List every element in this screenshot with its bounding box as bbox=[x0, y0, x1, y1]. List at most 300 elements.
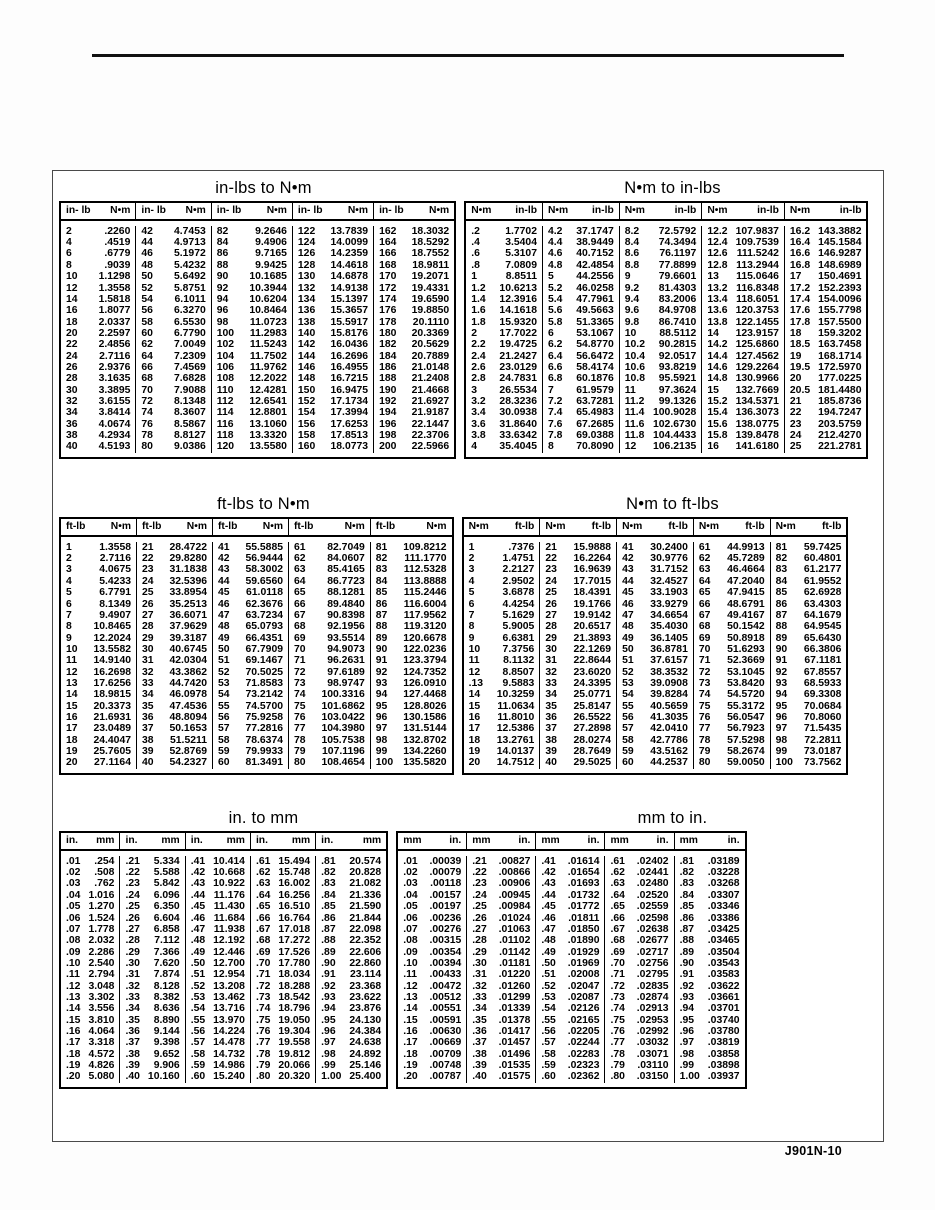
cell-key: 168 bbox=[374, 260, 408, 271]
cell-key: 114 bbox=[211, 407, 245, 418]
cell-key: 194 bbox=[374, 407, 408, 418]
cell-key: .57 bbox=[536, 1037, 564, 1048]
cell-key: .06 bbox=[403, 912, 418, 924]
cell-key: .31 bbox=[120, 969, 144, 980]
cell-key: 160 bbox=[292, 441, 326, 452]
cell-key: .03 bbox=[403, 878, 418, 890]
spacer-cell bbox=[60, 769, 89, 774]
table-spacer-row bbox=[463, 769, 848, 774]
cell-key: 140 bbox=[292, 328, 326, 339]
cell-value: 31.7152 bbox=[650, 564, 688, 576]
cell-value: 1.5818 bbox=[98, 293, 131, 305]
cell-value: 13.462 bbox=[213, 991, 245, 1003]
cell-key: 13.8 bbox=[702, 317, 732, 328]
cell-key: 50 bbox=[213, 644, 242, 655]
cell-key: 76 bbox=[693, 712, 723, 723]
cell-value: 8.5867 bbox=[173, 418, 206, 430]
cell-key: 88 bbox=[770, 621, 800, 632]
cell-value: 9.2646 bbox=[255, 225, 287, 237]
cell-value: 122.1455 bbox=[735, 316, 779, 328]
table-row bbox=[60, 655, 453, 666]
cell-key: 8 bbox=[66, 621, 72, 633]
cell-value: 2.032 bbox=[88, 935, 115, 947]
cell-key: .69 bbox=[250, 947, 274, 958]
cell-value: .01732 bbox=[567, 889, 600, 901]
cell-value: 4.0675 bbox=[99, 564, 131, 576]
cell-value: 6.604 bbox=[153, 912, 180, 924]
spacer-cell bbox=[784, 453, 814, 458]
cell-value: .00748 bbox=[429, 1059, 462, 1071]
cell-value: .00591 bbox=[429, 1014, 462, 1026]
table-row bbox=[60, 746, 453, 757]
cell-value: 145.1584 bbox=[818, 237, 862, 249]
cell-value: .01929 bbox=[567, 946, 600, 958]
cell-value: 12.446 bbox=[213, 946, 245, 958]
cell-key: 37 bbox=[137, 723, 166, 734]
cell-value: 48.6791 bbox=[727, 598, 765, 610]
table-row bbox=[397, 901, 745, 912]
cell-value: .01260 bbox=[498, 980, 531, 992]
cell-value: .00433 bbox=[429, 969, 462, 981]
cell-key: 12 bbox=[66, 282, 78, 294]
table-row bbox=[397, 981, 745, 992]
cell-key: 190 bbox=[374, 385, 408, 396]
cell-key: .02 bbox=[66, 867, 81, 879]
cell-value: .02559 bbox=[636, 901, 669, 913]
cell-key: 60 bbox=[213, 757, 242, 768]
cell-value: 20.574 bbox=[349, 855, 382, 867]
cell-key: 23 bbox=[784, 419, 814, 430]
cell-key: 81 bbox=[770, 542, 800, 553]
table-row bbox=[397, 913, 745, 924]
table-row bbox=[60, 981, 387, 992]
cell-value: 127.4562 bbox=[735, 350, 779, 362]
spacer-cell bbox=[241, 769, 288, 774]
cell-key: .56 bbox=[536, 1026, 564, 1037]
cell-key: 2 bbox=[66, 553, 72, 565]
cell-key: 92 bbox=[211, 283, 245, 294]
cell-value: 84.9708 bbox=[658, 305, 697, 317]
cell-key: 11 bbox=[66, 655, 77, 667]
cell-value: 7.0809 bbox=[505, 259, 537, 271]
table-row bbox=[60, 856, 387, 867]
cell-value: 20.7889 bbox=[411, 350, 450, 362]
cell-key: 22 bbox=[784, 407, 814, 418]
column-header-key: N•m bbox=[465, 202, 495, 220]
column-header-value: N•m bbox=[241, 518, 288, 536]
cell-value: 1.7702 bbox=[505, 225, 537, 237]
table-row bbox=[60, 610, 453, 621]
table-row bbox=[465, 317, 867, 328]
cell-value: 38.9449 bbox=[576, 237, 614, 249]
column-header-value: mm bbox=[144, 832, 185, 850]
table-header-row bbox=[397, 832, 745, 850]
cell-value: 6.7790 bbox=[173, 327, 206, 339]
spacer-cell bbox=[136, 453, 170, 458]
cell-value: 25.146 bbox=[349, 1059, 382, 1071]
table-row bbox=[465, 407, 867, 418]
cell-key: 13.4 bbox=[702, 294, 732, 305]
cell-key: 71 bbox=[289, 655, 318, 666]
spacer-cell bbox=[327, 453, 374, 458]
table-row bbox=[465, 260, 867, 271]
cell-value: 46.4664 bbox=[727, 564, 765, 576]
cell-key: .96 bbox=[316, 1026, 346, 1037]
column-header-value: mm bbox=[84, 832, 120, 850]
cell-value: .02717 bbox=[636, 946, 669, 958]
cell-value: 3.302 bbox=[88, 991, 115, 1003]
cell-value: 18.9815 bbox=[93, 689, 131, 701]
column-header-key: ft-lb bbox=[60, 518, 89, 536]
cell-value: 19.1766 bbox=[573, 598, 612, 610]
cell-key: 9 bbox=[66, 632, 72, 644]
cell-key: 72 bbox=[136, 396, 170, 407]
cell-key: 130 bbox=[292, 271, 326, 282]
cell-value: 13.5580 bbox=[249, 441, 287, 453]
conversion-table-left bbox=[59, 831, 388, 1089]
cell-key: 45 bbox=[617, 587, 647, 598]
cell-key: 6.4 bbox=[542, 351, 572, 362]
cell-value: 55.5885 bbox=[245, 541, 283, 553]
cell-value: 19.4331 bbox=[411, 282, 450, 294]
cell-value: 13.1060 bbox=[249, 418, 287, 430]
table-row bbox=[60, 599, 453, 610]
spacer-cell bbox=[399, 769, 452, 774]
cell-value: 203.5759 bbox=[818, 418, 862, 430]
cell-value: 125.6860 bbox=[735, 339, 779, 351]
cell-key: 16.4 bbox=[784, 237, 814, 248]
cell-value: 19.4725 bbox=[499, 339, 537, 351]
cell-value: .6779 bbox=[104, 248, 131, 260]
cell-value: 67.7909 bbox=[245, 643, 283, 655]
cell-key: 18 bbox=[468, 734, 481, 746]
cell-value: 56.9444 bbox=[245, 553, 283, 565]
cell-value: 51.6293 bbox=[727, 643, 765, 655]
cell-value: .00472 bbox=[429, 980, 462, 992]
cell-key: 95 bbox=[370, 701, 399, 712]
cell-key: .87 bbox=[316, 924, 346, 935]
cell-value: 181.4480 bbox=[818, 384, 862, 396]
cell-value: 69.3308 bbox=[803, 689, 842, 701]
cell-key: .14 bbox=[403, 1003, 418, 1015]
column-header-key: N•m bbox=[540, 518, 570, 536]
cell-key: 42 bbox=[617, 553, 647, 564]
cell-key: .01 bbox=[403, 855, 418, 867]
cell-value: 6.1011 bbox=[174, 293, 206, 305]
column-header-key: ft-lb bbox=[213, 518, 242, 536]
cell-value: 58.2674 bbox=[727, 745, 765, 757]
cell-key: 33 bbox=[540, 678, 570, 689]
cell-key: 62 bbox=[693, 553, 723, 564]
section-tables bbox=[59, 517, 877, 775]
cell-key: 14 bbox=[66, 689, 78, 701]
cell-value: 59.0050 bbox=[727, 757, 765, 769]
spacer-cell bbox=[408, 453, 456, 458]
table-row bbox=[465, 396, 867, 407]
cell-key: .50 bbox=[185, 958, 209, 969]
cell-value: 62.3676 bbox=[245, 598, 283, 610]
cell-value: 113.8888 bbox=[403, 575, 447, 587]
cell-key: 36 bbox=[137, 712, 166, 723]
cell-value: .03858 bbox=[707, 1048, 740, 1060]
cell-value: 5.8751 bbox=[173, 282, 206, 294]
table-spacer-row bbox=[60, 769, 453, 774]
cell-key: .47 bbox=[536, 924, 564, 935]
cell-value: 10.922 bbox=[213, 878, 245, 890]
cell-key: .77 bbox=[250, 1037, 274, 1048]
cell-value: 14.4618 bbox=[330, 259, 369, 271]
cell-value: 98.9747 bbox=[327, 677, 365, 689]
cell-value: 67.1181 bbox=[804, 655, 842, 667]
cell-key: 20 bbox=[784, 373, 814, 384]
table-row bbox=[463, 723, 848, 734]
cell-value: 134.2260 bbox=[403, 745, 447, 757]
cell-value: 29.5025 bbox=[573, 757, 612, 769]
cell-value: 3.810 bbox=[88, 1014, 115, 1026]
cell-value: 39.8284 bbox=[650, 689, 688, 701]
cell-key: 89 bbox=[770, 633, 800, 644]
cell-value: .00354 bbox=[429, 946, 462, 958]
cell-key: .67 bbox=[605, 924, 633, 935]
cell-value: 102.6730 bbox=[652, 418, 697, 430]
cell-value: 19.6590 bbox=[411, 293, 450, 305]
cell-key: 84 bbox=[370, 576, 399, 587]
cell-key: 196 bbox=[374, 419, 408, 430]
cell-key: 48 bbox=[136, 260, 170, 271]
cell-key: .76 bbox=[605, 1026, 633, 1037]
cell-key: .43 bbox=[185, 878, 209, 889]
table-row bbox=[60, 644, 453, 655]
cell-value: 8.8507 bbox=[502, 666, 535, 678]
cell-value: 11.430 bbox=[213, 901, 245, 913]
table-spacer-row bbox=[60, 1083, 387, 1088]
cell-key: .04 bbox=[403, 889, 418, 901]
cell-value: .02283 bbox=[567, 1048, 600, 1060]
cell-key: 15 bbox=[66, 700, 78, 712]
cell-value: 60.4801 bbox=[803, 553, 842, 565]
cell-value: .01654 bbox=[567, 867, 600, 879]
cell-value: 17.6253 bbox=[330, 418, 369, 430]
cell-value: 20.066 bbox=[278, 1059, 311, 1071]
cell-value: 42.4854 bbox=[576, 259, 614, 271]
cell-key: 47 bbox=[617, 610, 647, 621]
table-row bbox=[397, 856, 745, 867]
cell-key: .55 bbox=[185, 1015, 209, 1026]
cell-key: .91 bbox=[674, 969, 704, 980]
column-header-key: mm bbox=[397, 832, 425, 850]
cell-value: 7.6828 bbox=[173, 373, 206, 385]
cell-value: .508 bbox=[94, 867, 115, 879]
cell-value: 14.9140 bbox=[93, 655, 131, 667]
cell-value: .254 bbox=[94, 855, 115, 867]
cell-key: 43 bbox=[213, 564, 242, 575]
cell-key: .22 bbox=[467, 867, 495, 878]
table-row bbox=[60, 667, 453, 678]
cell-value: 57.5298 bbox=[727, 734, 765, 746]
table-row bbox=[465, 283, 867, 294]
table-row bbox=[60, 878, 387, 889]
cell-key: 6 bbox=[468, 598, 475, 610]
cell-key: 13.6 bbox=[702, 305, 732, 316]
spacer-cell bbox=[493, 769, 540, 774]
cell-value: 20.1110 bbox=[412, 316, 450, 328]
cell-value: 63.7234 bbox=[245, 609, 283, 621]
table-row bbox=[463, 701, 848, 712]
cell-key: 67 bbox=[693, 610, 723, 621]
cell-key: .15 bbox=[66, 1014, 81, 1026]
cell-key: 11.8 bbox=[619, 430, 649, 441]
cell-value: 1.3558 bbox=[98, 282, 131, 294]
cell-value: 71.5435 bbox=[803, 723, 842, 735]
cell-value: 4.5193 bbox=[98, 441, 131, 453]
cell-value: 5.588 bbox=[153, 867, 180, 879]
cell-key: 63 bbox=[289, 564, 318, 575]
cell-value: .02874 bbox=[636, 991, 669, 1003]
cell-key: 16 bbox=[702, 441, 732, 452]
cell-key: 27 bbox=[137, 610, 166, 621]
cell-value: 109.7539 bbox=[735, 237, 779, 249]
cell-value: 41.3035 bbox=[650, 711, 688, 723]
cell-value: 13.970 bbox=[213, 1014, 245, 1026]
cell-key: 3 bbox=[66, 564, 72, 576]
cell-value: 20.5629 bbox=[411, 339, 450, 351]
cell-key: .48 bbox=[185, 935, 209, 946]
cell-key: .49 bbox=[536, 947, 564, 958]
cell-value: .00512 bbox=[429, 991, 462, 1003]
cell-key: 106 bbox=[211, 362, 245, 373]
cell-value: 59.7425 bbox=[803, 541, 842, 553]
table-row bbox=[60, 328, 455, 339]
cell-key: 2 bbox=[468, 553, 475, 565]
column-header-key: N•m bbox=[693, 518, 723, 536]
spacer-cell bbox=[120, 1083, 144, 1088]
cell-key: 3.6 bbox=[471, 418, 486, 430]
cell-value: 123.3794 bbox=[403, 655, 447, 667]
table-row bbox=[463, 689, 848, 700]
cell-value: 27.2898 bbox=[573, 723, 612, 735]
cell-key: 11 bbox=[468, 655, 480, 667]
cell-key: .44 bbox=[185, 890, 209, 901]
cell-key: 79 bbox=[693, 746, 723, 757]
cell-value: .03622 bbox=[707, 980, 740, 992]
cell-value: 21.6931 bbox=[93, 711, 131, 723]
cell-key: 68 bbox=[136, 373, 170, 384]
column-header-key: N•m bbox=[784, 202, 814, 220]
cell-value: 19.812 bbox=[278, 1048, 311, 1060]
cell-key: .21 bbox=[120, 856, 144, 867]
cell-key: 16.2 bbox=[784, 226, 814, 237]
cell-key: 19 bbox=[468, 745, 481, 757]
spacer-cell bbox=[542, 453, 572, 458]
cell-key: .94 bbox=[674, 1003, 704, 1014]
cell-value: 2.794 bbox=[88, 969, 115, 981]
cell-value: .00787 bbox=[429, 1071, 462, 1083]
cell-key: .53 bbox=[185, 992, 209, 1003]
column-header-value: ft-lb bbox=[493, 518, 540, 536]
column-header-key: in. bbox=[250, 832, 274, 850]
cell-value: 11.0634 bbox=[497, 700, 535, 712]
cell-value: .01220 bbox=[498, 969, 531, 981]
cell-key: .40 bbox=[467, 1071, 495, 1082]
cell-value: 10.6204 bbox=[249, 293, 287, 305]
cell-key: .36 bbox=[467, 1026, 495, 1037]
table-row bbox=[463, 644, 848, 655]
table-row bbox=[397, 958, 745, 969]
table-row bbox=[465, 362, 867, 373]
cell-value: 25.7605 bbox=[93, 745, 131, 757]
table-row bbox=[60, 1060, 387, 1071]
cell-value: 8.890 bbox=[153, 1014, 180, 1026]
chart-frame-inner bbox=[59, 177, 877, 1135]
spacer-cell bbox=[345, 1083, 387, 1088]
cell-value: .01024 bbox=[498, 912, 531, 924]
table-row bbox=[60, 1071, 387, 1082]
cell-value: 5.4233 bbox=[99, 575, 131, 587]
cell-key: 66 bbox=[693, 599, 723, 610]
cell-key: 35 bbox=[137, 701, 166, 712]
cell-value: 13.2761 bbox=[496, 734, 535, 746]
conversion-section-torque-ft-lbs bbox=[59, 495, 877, 775]
cell-value: .00945 bbox=[498, 889, 531, 901]
cell-key: 18 bbox=[784, 328, 814, 339]
spacer-cell bbox=[540, 769, 570, 774]
cell-value: 111.1770 bbox=[404, 553, 447, 565]
cell-key: .64 bbox=[605, 890, 633, 901]
cell-value: 146.9287 bbox=[818, 248, 862, 260]
cell-value: .03032 bbox=[636, 1037, 669, 1049]
cell-value: 50.1542 bbox=[727, 621, 765, 633]
cell-value: 24.130 bbox=[349, 1014, 382, 1026]
cell-value: 118.6051 bbox=[736, 293, 779, 305]
cell-value: 11.938 bbox=[213, 923, 245, 935]
cell-key: 82 bbox=[211, 226, 245, 237]
table-spacer-row bbox=[60, 453, 455, 458]
cell-key: 11.2 bbox=[619, 396, 649, 407]
table-row bbox=[60, 542, 453, 553]
cell-key: 158 bbox=[292, 430, 326, 441]
cell-value: 25.0771 bbox=[573, 689, 612, 701]
conversion-section-length bbox=[59, 809, 877, 1089]
cell-value: 9.144 bbox=[153, 1025, 180, 1037]
cell-key: .13 bbox=[468, 677, 484, 689]
cell-key: .93 bbox=[316, 992, 346, 1003]
cell-value: 100.9028 bbox=[652, 407, 697, 419]
spacer-cell bbox=[317, 769, 370, 774]
cell-key: 4.8 bbox=[542, 260, 572, 271]
cell-key: 9.8 bbox=[619, 317, 649, 328]
cell-value: 17.272 bbox=[278, 935, 311, 947]
table-header-row bbox=[60, 518, 453, 536]
column-header-value: N•m bbox=[245, 202, 292, 220]
cell-value: .9039 bbox=[104, 259, 131, 271]
cell-value: 17.018 bbox=[278, 923, 311, 935]
cell-key: .31 bbox=[467, 969, 495, 980]
cell-key: 39 bbox=[137, 746, 166, 757]
spacer-cell bbox=[137, 769, 166, 774]
cell-key: .50 bbox=[536, 958, 564, 969]
cell-key: 96 bbox=[211, 305, 245, 316]
cell-value: 31.8640 bbox=[499, 418, 537, 430]
cell-value: 111.5242 bbox=[736, 248, 779, 260]
cell-key: .62 bbox=[605, 867, 633, 878]
cell-value: 12.4281 bbox=[249, 384, 287, 396]
cell-key: .4 bbox=[471, 237, 480, 249]
cell-key: 61 bbox=[693, 542, 723, 553]
column-header-key: mm bbox=[536, 832, 564, 850]
cell-key: .82 bbox=[674, 867, 704, 878]
cell-value: 58.3002 bbox=[245, 564, 283, 576]
cell-value: 44.9913 bbox=[727, 541, 765, 553]
